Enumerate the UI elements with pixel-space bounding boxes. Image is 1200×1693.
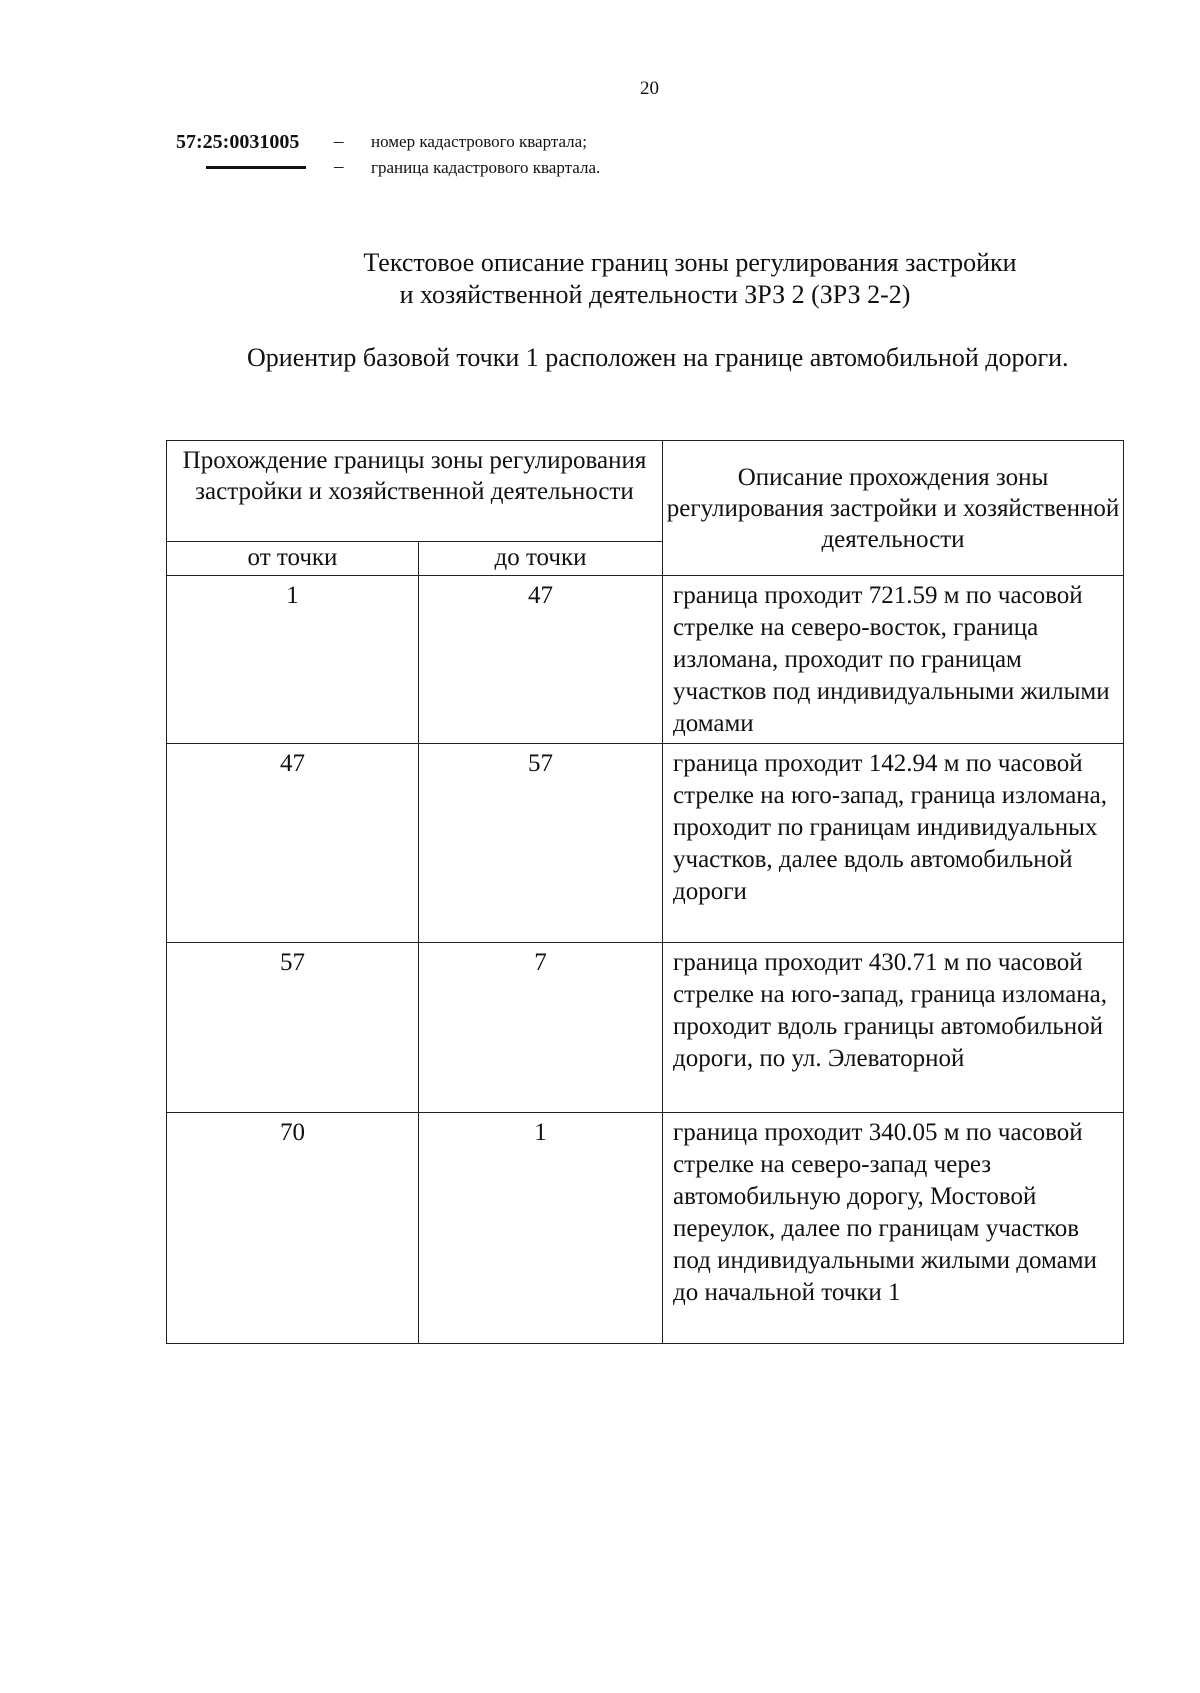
from-point-cell: 70 <box>167 1113 419 1344</box>
title-line: Текстовое описание границ зоны регулирования застройки <box>363 248 1017 277</box>
legend-boundary-description: граница кадастрового квартала. <box>371 158 601 177</box>
intro-paragraph: Ориентир базовой точки 1 расположен на границе автомобильной дороги. <box>247 343 1069 372</box>
page-number: 20 <box>640 78 659 99</box>
from-point-cell: 1 <box>167 576 419 744</box>
legend-quarter-code: 57:25:0031005 <box>176 131 300 153</box>
table-row <box>167 576 1124 744</box>
to-point-cell: 47 <box>419 576 663 744</box>
description-cell: граница проходит 340.05 м по часовой стрелке на северо-запад через автомобильную дорогу, Мостовой переулок, далее по границам участков под индивидуальными жилыми домами до начальной точки 1 <box>663 1113 1124 1344</box>
header-boundary-passage: Прохождение границы зоны регулирования застройки и хозяйственной деятельности <box>167 441 663 542</box>
document-title <box>300 247 1080 311</box>
legend-dash: – <box>334 156 344 177</box>
table-row <box>167 1113 1124 1344</box>
legend-boundary-line-symbol <box>206 166 306 169</box>
table-row <box>167 943 1124 1113</box>
to-point-cell: 7 <box>419 943 663 1113</box>
from-point-cell: 57 <box>167 943 419 1113</box>
description-cell: граница проходит 721.59 м по часовой стрелке на северо-восток, граница изломана, проходит по границам участков под индивидуальными жилыми домами <box>663 576 1124 744</box>
header-description: Описание прохождения зоны регулирования застройки и хозяйственной деятельности <box>663 441 1124 576</box>
legend-dash: – <box>334 131 344 152</box>
boundary-table <box>166 440 1124 1344</box>
title-line: и хозяйственной деятельности ЗРЗ 2 (ЗРЗ 2-2) <box>399 280 911 309</box>
header-from-point: от точки <box>167 542 419 576</box>
table-header-row <box>167 441 1124 542</box>
to-point-cell: 1 <box>419 1113 663 1344</box>
description-cell: граница проходит 142.94 м по часовой стрелке на юго-запад, граница изломана, проходит по границам индивидуальных участков, далее вдоль автомобильной дороги <box>663 744 1124 943</box>
header-to-point: до точки <box>419 542 663 576</box>
description-cell: граница проходит 430.71 м по часовой стрелке на юго-запад, граница изломана, проходит вдоль границы автомобильной дороги, по ул. Элеваторной <box>663 943 1124 1113</box>
table-row <box>167 744 1124 943</box>
legend-code-description: номер кадастрового квартала; <box>371 132 587 151</box>
to-point-cell: 57 <box>419 744 663 943</box>
from-point-cell: 47 <box>167 744 419 943</box>
